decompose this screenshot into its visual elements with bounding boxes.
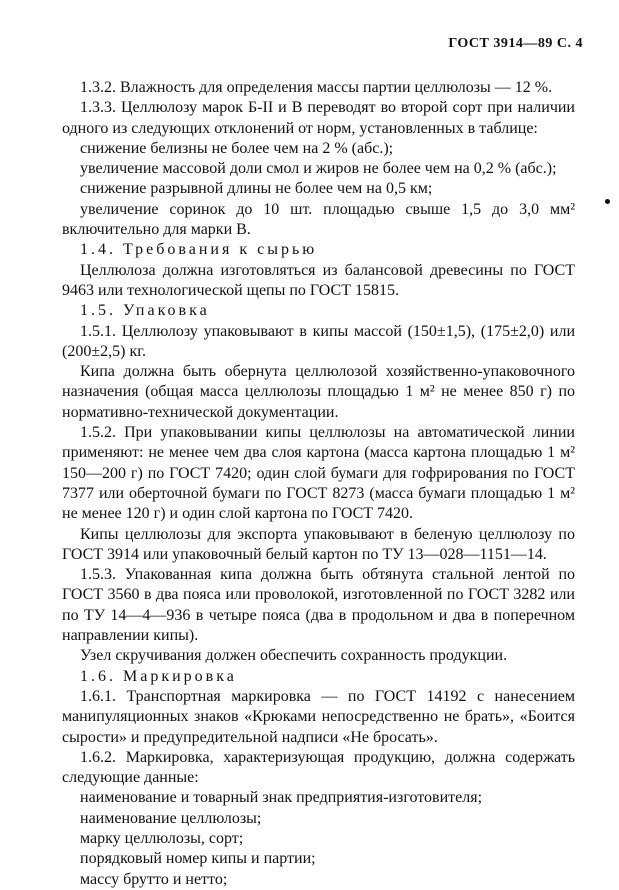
section-heading: 1.5. Упаковка bbox=[80, 302, 210, 320]
paragraph: снижение белизны не более чем на 2 % (абс.); bbox=[80, 139, 394, 157]
paragraph: 1.6.2. Маркировка, характеризующая продукцию, должна содержать следующие данные: bbox=[62, 748, 575, 787]
list-item: наименование целлюлозы; bbox=[80, 809, 262, 827]
document-body bbox=[62, 78, 575, 890]
paragraph: снижение разрывной длины не более чем на 0,5 км; bbox=[80, 180, 433, 198]
list-item: порядковый номер кипы и партии; bbox=[80, 850, 316, 868]
paragraph: 1.3.3. Целлюлозу марок Б-II и В переводят во второй сорт при наличии одного из следующих отклонений от норм, установленных в таблице: bbox=[62, 99, 575, 137]
paragraph: Кипы целлюлозы для экспорта упаковывают в беленую целлюлозу по ГОСТ 3914 или упаковочный белый картон по ТУ 13—028—1151—14. bbox=[62, 525, 575, 563]
paragraph: Кипа должна быть обернута целлюлозой хозяйственно-упаковочного назначения (общая масса целлюлозы площадью 1 м² не менее 850 г) по нормативно-технической документации. bbox=[62, 363, 575, 421]
list-item: марку целлюлозы, сорт; bbox=[80, 829, 244, 847]
list-item: наименование и товарный знак предприятия-изготовителя; bbox=[80, 789, 483, 807]
margin-dot bbox=[605, 199, 610, 204]
paragraph: Целлюлоза должна изготовляться из балансовой древесины по ГОСТ 9463 или технологической щепы по ГОСТ 15815. bbox=[62, 261, 575, 299]
paragraph: 1.6.1. Транспортная маркировка — по ГОСТ 14192 с нанесением манипуляционных знаков «Крюками непосредственно не брать», «Боится сырости» и предупредительной надписи «Не бросать». bbox=[62, 687, 575, 746]
section-heading: 1.4. Требования к сырью bbox=[80, 241, 318, 259]
paragraph: 1.5.2. При упаковывании кипы целлюлозы на автоматической линии применяют: не менее чем два слоя картона (масса картона площадью 1 м² 150—200 г) по ГОСТ 7420; один слой бумаги для гофрирования по ГОСТ 7377 или оберточной бумаги по ГОСТ 8273 (масса бумаги площадью 1 м² не менее 120 г) и один слой картона по ГОСТ 7420. bbox=[62, 424, 575, 523]
list-item: массу брутто и нетто; bbox=[80, 870, 228, 888]
section-heading: 1.6. Маркировка bbox=[80, 667, 237, 685]
paragraph: увеличение соринок до 10 шт. площадью свыше 1,5 до 3,0 мм² включительно для марки В. bbox=[62, 200, 575, 239]
page-header: ГОСТ 3914—89 С. 4 bbox=[448, 36, 583, 51]
paragraph: 1.5.1. Целлюлозу упаковывают в кипы массой (150±1,5), (175±2,0) или (200±2,5) кг. bbox=[62, 322, 575, 360]
paragraph: Узел скручивания должен обеспечить сохранность продукции. bbox=[80, 647, 508, 665]
paragraph: 1.3.2. Влажность для определения массы партии целлюлозы — 12 %. bbox=[80, 79, 553, 96]
paragraph: 1.5.3. Упакованная кипа должна быть обтянута стальной лентой по ГОСТ 3560 в два пояса или проволокой, изготовленной по ГОСТ 3282 или по ТУ 14—4—936 в четыре пояса (два в продольном и два в поперечном направлении кипы). bbox=[62, 566, 575, 645]
paragraph: увеличение массовой доли смол и жиров не более чем на 0,2 % (абс.); bbox=[80, 160, 557, 178]
